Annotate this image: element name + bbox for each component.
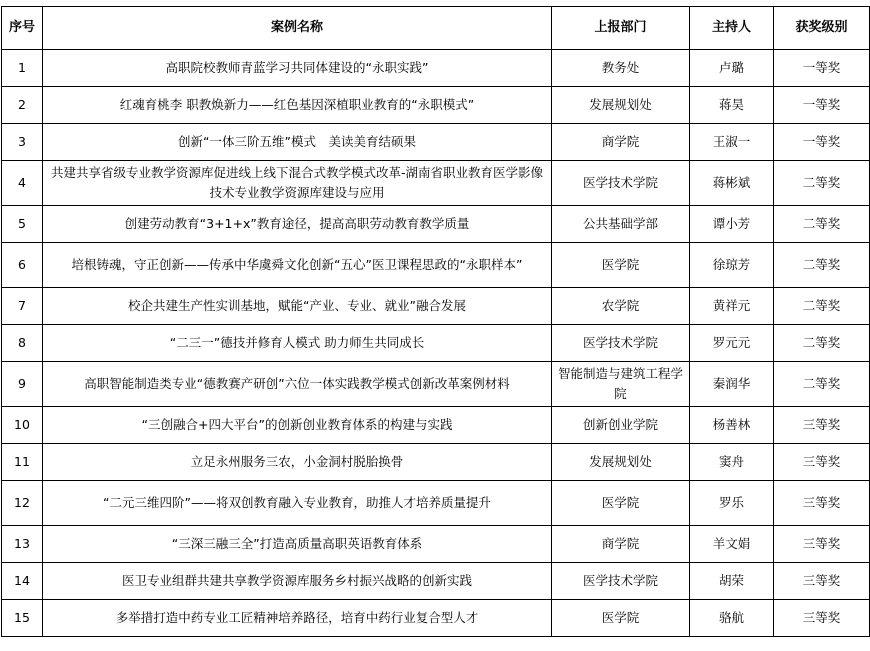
cell-host: 羊文娟 — [690, 526, 774, 563]
cell-no: 2 — [2, 87, 43, 124]
table-row — [2, 481, 870, 526]
table-row — [2, 526, 870, 563]
cell-name: 红魂育桃李 职教焕新力——红色基因深植职业教育的“永职模式” — [43, 87, 552, 124]
table-row — [2, 444, 870, 481]
cell-host: 蒋昊 — [690, 87, 774, 124]
cell-award: 二等奖 — [774, 288, 870, 325]
cell-award: 二等奖 — [774, 243, 870, 288]
cell-dept: 教务处 — [552, 50, 690, 87]
cell-name: 立足永州服务三农，小金洞村脱胎换骨 — [43, 444, 552, 481]
award-table — [1, 6, 870, 637]
cell-award: 二等奖 — [774, 206, 870, 243]
cell-no: 8 — [2, 325, 43, 362]
header-host: 主持人 — [690, 7, 774, 50]
cell-no: 1 — [2, 50, 43, 87]
cell-host: 卢璐 — [690, 50, 774, 87]
cell-dept: 商学院 — [552, 124, 690, 161]
cell-dept: 医学院 — [552, 600, 690, 637]
cell-dept: 医学技术学院 — [552, 325, 690, 362]
cell-no: 4 — [2, 161, 43, 206]
cell-no: 12 — [2, 481, 43, 526]
cell-name: “二元三维四阶”——将双创教育融入专业教育，助推人才培养质量提升 — [43, 481, 552, 526]
cell-host: 杨善林 — [690, 407, 774, 444]
cell-host: 蒋彬斌 — [690, 161, 774, 206]
table-row — [2, 563, 870, 600]
header-dept: 上报部门 — [552, 7, 690, 50]
cell-award: 一等奖 — [774, 50, 870, 87]
cell-dept: 智能制造与建筑工程学院 — [552, 362, 690, 407]
cell-dept: 农学院 — [552, 288, 690, 325]
table-row — [2, 325, 870, 362]
cell-name: 共建共享省级专业教学资源库促进线上线下混合式教学模式改革-湖南省职业教育医学影像技术专业教学资源库建设与应用 — [43, 161, 552, 206]
cell-no: 9 — [2, 362, 43, 407]
table-row — [2, 124, 870, 161]
cell-award: 三等奖 — [774, 526, 870, 563]
cell-name: 校企共建生产性实训基地，赋能“产业、专业、就业”融合发展 — [43, 288, 552, 325]
cell-name: 多举措打造中药专业工匠精神培养路径，培育中药行业复合型人才 — [43, 600, 552, 637]
cell-dept: 创新创业学院 — [552, 407, 690, 444]
table-row — [2, 288, 870, 325]
table-row — [2, 206, 870, 243]
cell-award: 二等奖 — [774, 161, 870, 206]
cell-name: 高职院校教师青蓝学习共同体建设的“永职实践” — [43, 50, 552, 87]
table-row — [2, 407, 870, 444]
cell-dept: 医学技术学院 — [552, 563, 690, 600]
header-award: 获奖级别 — [774, 7, 870, 50]
table-row — [2, 50, 870, 87]
cell-dept: 公共基础学部 — [552, 206, 690, 243]
cell-host: 窦舟 — [690, 444, 774, 481]
cell-host: 王淑一 — [690, 124, 774, 161]
cell-award: 三等奖 — [774, 600, 870, 637]
cell-dept: 医学院 — [552, 243, 690, 288]
cell-no: 15 — [2, 600, 43, 637]
cell-no: 10 — [2, 407, 43, 444]
cell-name: 创建劳动教育“3+1+x”教育途径，提高高职劳动教育教学质量 — [43, 206, 552, 243]
cell-no: 13 — [2, 526, 43, 563]
cell-host: 胡荣 — [690, 563, 774, 600]
cell-name: 高职智能制造类专业“德教赛产研创”六位一体实践教学模式创新改革案例材料 — [43, 362, 552, 407]
table-row — [2, 161, 870, 206]
cell-host: 骆航 — [690, 600, 774, 637]
cell-award: 三等奖 — [774, 563, 870, 600]
cell-host: 罗乐 — [690, 481, 774, 526]
cell-award: 三等奖 — [774, 481, 870, 526]
cell-host: 谭小芳 — [690, 206, 774, 243]
table-row — [2, 243, 870, 288]
header-name: 案例名称 — [43, 7, 552, 50]
cell-name: “三创融合+四大平台”的创新创业教育体系的构建与实践 — [43, 407, 552, 444]
cell-name: 培根铸魂，守正创新——传承中华虞舜文化创新“五心”医卫课程思政的“永职样本” — [43, 243, 552, 288]
cell-name: 医卫专业组群共建共享教学资源库服务乡村振兴战略的创新实践 — [43, 563, 552, 600]
cell-host: 秦润华 — [690, 362, 774, 407]
cell-award: 三等奖 — [774, 444, 870, 481]
cell-dept: 商学院 — [552, 526, 690, 563]
table-row — [2, 87, 870, 124]
cell-award: 一等奖 — [774, 87, 870, 124]
cell-host: 徐琼芳 — [690, 243, 774, 288]
cell-award: 二等奖 — [774, 325, 870, 362]
cell-no: 5 — [2, 206, 43, 243]
cell-dept: 医学技术学院 — [552, 161, 690, 206]
cell-dept: 发展规划处 — [552, 444, 690, 481]
cell-dept: 发展规划处 — [552, 87, 690, 124]
cell-name: “三深三融三全”打造高质量高职英语教育体系 — [43, 526, 552, 563]
table-row — [2, 600, 870, 637]
cell-no: 11 — [2, 444, 43, 481]
cell-no: 14 — [2, 563, 43, 600]
cell-dept: 医学院 — [552, 481, 690, 526]
cell-host: 黄祥元 — [690, 288, 774, 325]
table-row — [2, 362, 870, 407]
cell-no: 6 — [2, 243, 43, 288]
cell-name: “二三一”德技并修育人模式 助力师生共同成长 — [43, 325, 552, 362]
header-no: 序号 — [2, 7, 43, 50]
cell-award: 一等奖 — [774, 124, 870, 161]
cell-no: 3 — [2, 124, 43, 161]
cell-no: 7 — [2, 288, 43, 325]
cell-name: 创新“一体三阶五维”模式 美读美育结硕果 — [43, 124, 552, 161]
cell-award: 二等奖 — [774, 362, 870, 407]
header-row — [2, 7, 870, 50]
cell-award: 三等奖 — [774, 407, 870, 444]
cell-host: 罗元元 — [690, 325, 774, 362]
